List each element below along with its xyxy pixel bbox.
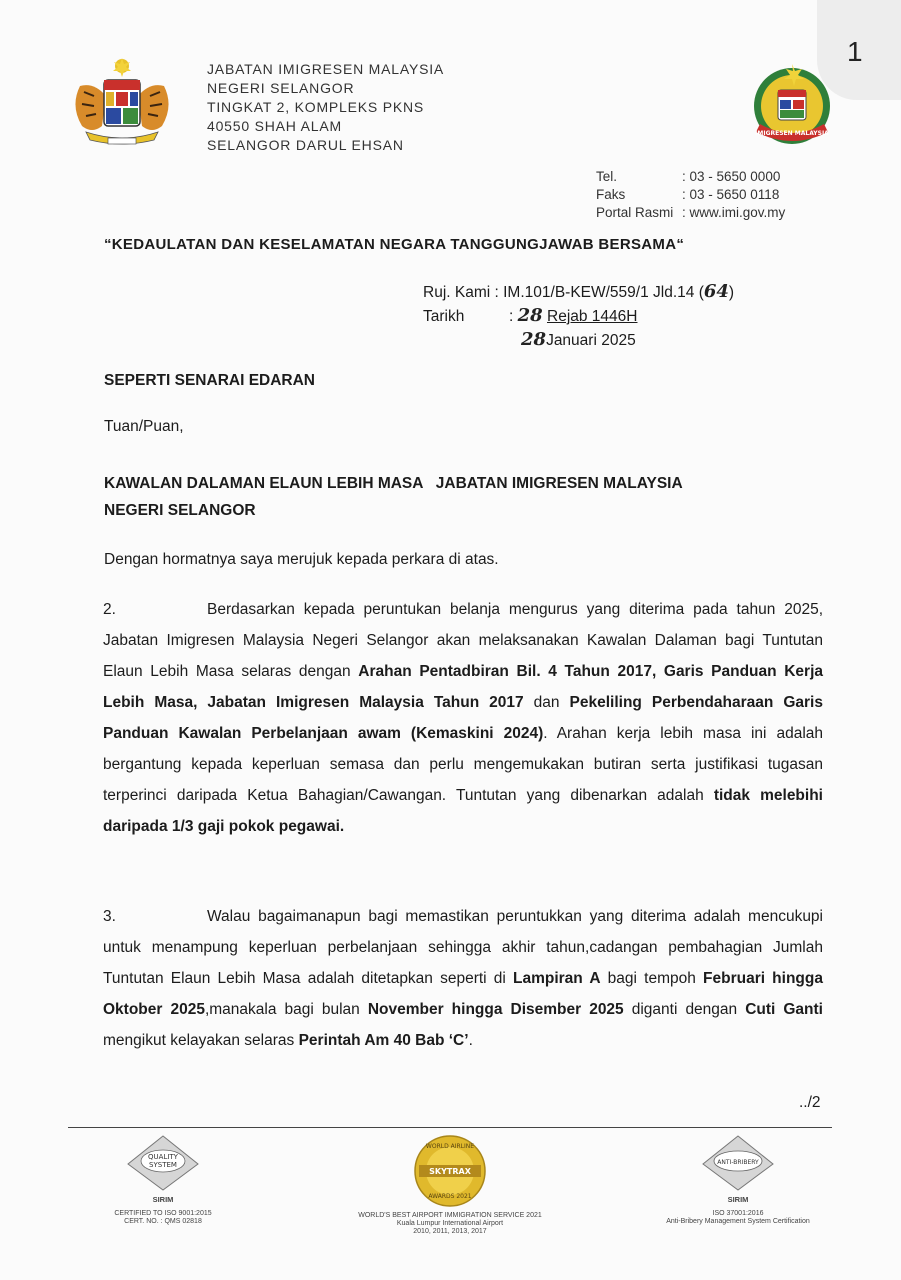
coat-of-arms-icon bbox=[66, 56, 178, 148]
reference-row bbox=[423, 280, 734, 304]
paragraph-bold: Lampiran A bbox=[512, 970, 601, 987]
address-line: TINGKAT 2, KOMPLEKS PKNS bbox=[207, 99, 425, 115]
paragraph-number: 2. bbox=[103, 601, 116, 618]
paragraph-text: bagi tempoh bbox=[600, 970, 704, 987]
motto: “KEDAULATAN DAN KESELAMATAN NEGARA TANGGUNGJAWAB BERSAMA“ bbox=[104, 236, 685, 253]
reference-block bbox=[423, 280, 734, 352]
subject-line: KAWALAN DALAMAN ELAUN LEBIH MASA JABATAN IMIGRESEN MALAYSIA bbox=[104, 475, 683, 492]
cert-line: ISO 37001:2016 bbox=[712, 1210, 764, 1217]
paragraph-bold: November hingga Disember 2025 bbox=[367, 1001, 624, 1018]
cert-org: SIRIM bbox=[727, 1195, 749, 1204]
letterhead-address bbox=[207, 60, 444, 155]
award-line: WORLD'S BEST AIRPORT IMMIGRATION SERVICE 2021 bbox=[358, 1212, 542, 1219]
footer-rule bbox=[68, 1127, 832, 1128]
award-line: Kuala Lumpur International Airport bbox=[396, 1220, 504, 1227]
ref-handwritten: 64 bbox=[703, 281, 729, 302]
paragraph-bold: tidak melebihi daripada 1/3 gaji pokok pegawai. bbox=[103, 787, 823, 835]
emblem-banner-text: IMIGRESEN MALAYSIA bbox=[755, 130, 829, 137]
date-colon: : bbox=[509, 308, 514, 325]
opening-sentence: Dengan hormatnya saya merujuk kepada perkara di atas. bbox=[104, 551, 499, 568]
skytrax-ring-bottom: AWARDS 2021 bbox=[428, 1193, 472, 1200]
paragraph-text: . Arahan kerja lebih masa ini adalah bergantung kepada keperluan semasa dan perlu mengemukakan butiran serta justifikasi tugasan terperinci daripada Ketua Bahagian/Cawangan. Tuntutan yang dibenarkan adalah bbox=[103, 725, 824, 804]
cert-line: CERTIFIED TO ISO 9001:2015 bbox=[114, 1210, 212, 1217]
cert-line: CERT. NO. : QMS 02818 bbox=[124, 1218, 202, 1225]
contact-value: : www.imi.gov.my bbox=[682, 205, 786, 220]
anti-bribery-badge-icon bbox=[701, 1134, 775, 1192]
paragraph-text: . bbox=[468, 1032, 473, 1049]
ref-value: IM.101/B-KEW/559/1 Jld.14 ( bbox=[503, 284, 704, 301]
recipient: SEPERTI SENARAI EDARAN bbox=[104, 372, 315, 389]
paragraph-text: dan bbox=[523, 694, 570, 711]
skytrax-band: SKYTRAX bbox=[429, 1167, 471, 1176]
paragraph-bold: Februari hingga Oktober 2025 bbox=[103, 970, 823, 1018]
continuation-marker: ../2 bbox=[799, 1094, 821, 1111]
quality-system-badge-icon bbox=[126, 1134, 200, 1192]
contact-label: Faks bbox=[596, 187, 626, 202]
immigration-emblem-icon bbox=[746, 60, 838, 146]
paragraph-number: 3. bbox=[103, 908, 116, 925]
contact-label: Portal Rasmi bbox=[596, 205, 674, 220]
cert-org: SIRIM bbox=[152, 1195, 174, 1204]
gregorian-day: 28 bbox=[521, 329, 547, 350]
paragraph-text: Berdasarkan kepada peruntukan belanja mengurus yang diterima pada tahun 2025, Jabatan Imigresen Malaysia Negeri Selangor akan melaksanakan Kawalan Dalaman bagi Tuntutan Elaun Lebih Masa selaras dengan bbox=[103, 601, 823, 680]
paragraph-text: Walau bagaimanapun bagi memastikan peruntukkan yang diterima adalah mencukupi untuk menampung keperluan perbelanjaan sehingga akhir tahun,cadangan pembahagian Jumlah Tuntutan Elaun Lebih Masa adalah ditetapkan seperti di bbox=[103, 908, 823, 987]
contact-row-portal bbox=[596, 204, 785, 222]
contact-row-tel bbox=[596, 168, 785, 186]
footer-anti-bribery-cert bbox=[650, 1134, 826, 1226]
contact-value: : 03 - 5650 0000 bbox=[682, 169, 781, 184]
badge-text: ANTI-BRIBERY bbox=[717, 1159, 759, 1166]
page-number: 1 bbox=[847, 36, 863, 67]
footer-skytrax-award bbox=[336, 1134, 564, 1236]
contact-value: : 03 - 5650 0118 bbox=[682, 187, 780, 202]
gregorian-month-year: Januari 2025 bbox=[546, 332, 636, 349]
ref-label: Ruj. Kami : bbox=[423, 284, 499, 301]
hijri-day: 28 bbox=[517, 305, 543, 326]
date-row-hijri bbox=[423, 304, 734, 328]
paragraph-text: ,manakala bagi bulan bbox=[204, 1001, 368, 1018]
contact-block bbox=[596, 168, 785, 222]
subject-line: NEGERI SELANGOR bbox=[104, 502, 256, 519]
subject bbox=[104, 470, 683, 524]
footer-quality-cert bbox=[96, 1134, 230, 1226]
paragraph-bold: Arahan Pentadbiran Bil. 4 Tahun 2017, Garis Panduan Kerja Lebih Masa, Jabatan Imigresen Malaysia Tahun 2017 bbox=[103, 663, 823, 711]
date-label: Tarikh bbox=[423, 308, 465, 325]
paragraph-text: diganti dengan bbox=[623, 1001, 746, 1018]
address-line: NEGERI SELANGOR bbox=[207, 80, 355, 96]
paragraph-2 bbox=[103, 594, 823, 842]
award-line: 2010, 2011, 2013, 2017 bbox=[413, 1228, 487, 1235]
badge-text: QUALITY bbox=[148, 1153, 178, 1161]
hijri-month-year: Rejab 1446H bbox=[547, 308, 638, 325]
paragraph-bold: Cuti Ganti bbox=[745, 1001, 823, 1018]
contact-label: Tel. bbox=[596, 169, 618, 184]
cert-line: Anti-Bribery Management System Certification bbox=[666, 1218, 810, 1225]
skytrax-award-icon bbox=[413, 1134, 487, 1208]
contact-row-fax bbox=[596, 186, 785, 204]
address-line: SELANGOR DARUL EHSAN bbox=[207, 137, 404, 153]
badge-text: SYSTEM bbox=[149, 1161, 177, 1169]
paragraph-3 bbox=[103, 901, 823, 1056]
paragraph-bold: Perintah Am 40 Bab ‘C’ bbox=[298, 1032, 469, 1049]
address-line: 40550 SHAH ALAM bbox=[207, 118, 342, 134]
date-row-gregorian bbox=[423, 328, 734, 352]
address-line: JABATAN IMIGRESEN MALAYSIA bbox=[207, 61, 445, 77]
ref-close: ) bbox=[728, 284, 735, 301]
paragraph-bold: Pekeliling Perbendaharaan Garis Panduan Kawalan Perbelanjaan awam (Kemaskini 2024) bbox=[103, 694, 823, 742]
paragraph-text: mengikut kelayakan selaras bbox=[103, 1032, 299, 1049]
salutation: Tuan/Puan, bbox=[104, 418, 184, 435]
skytrax-ring-top: WORLD AIRLINE bbox=[425, 1143, 475, 1150]
